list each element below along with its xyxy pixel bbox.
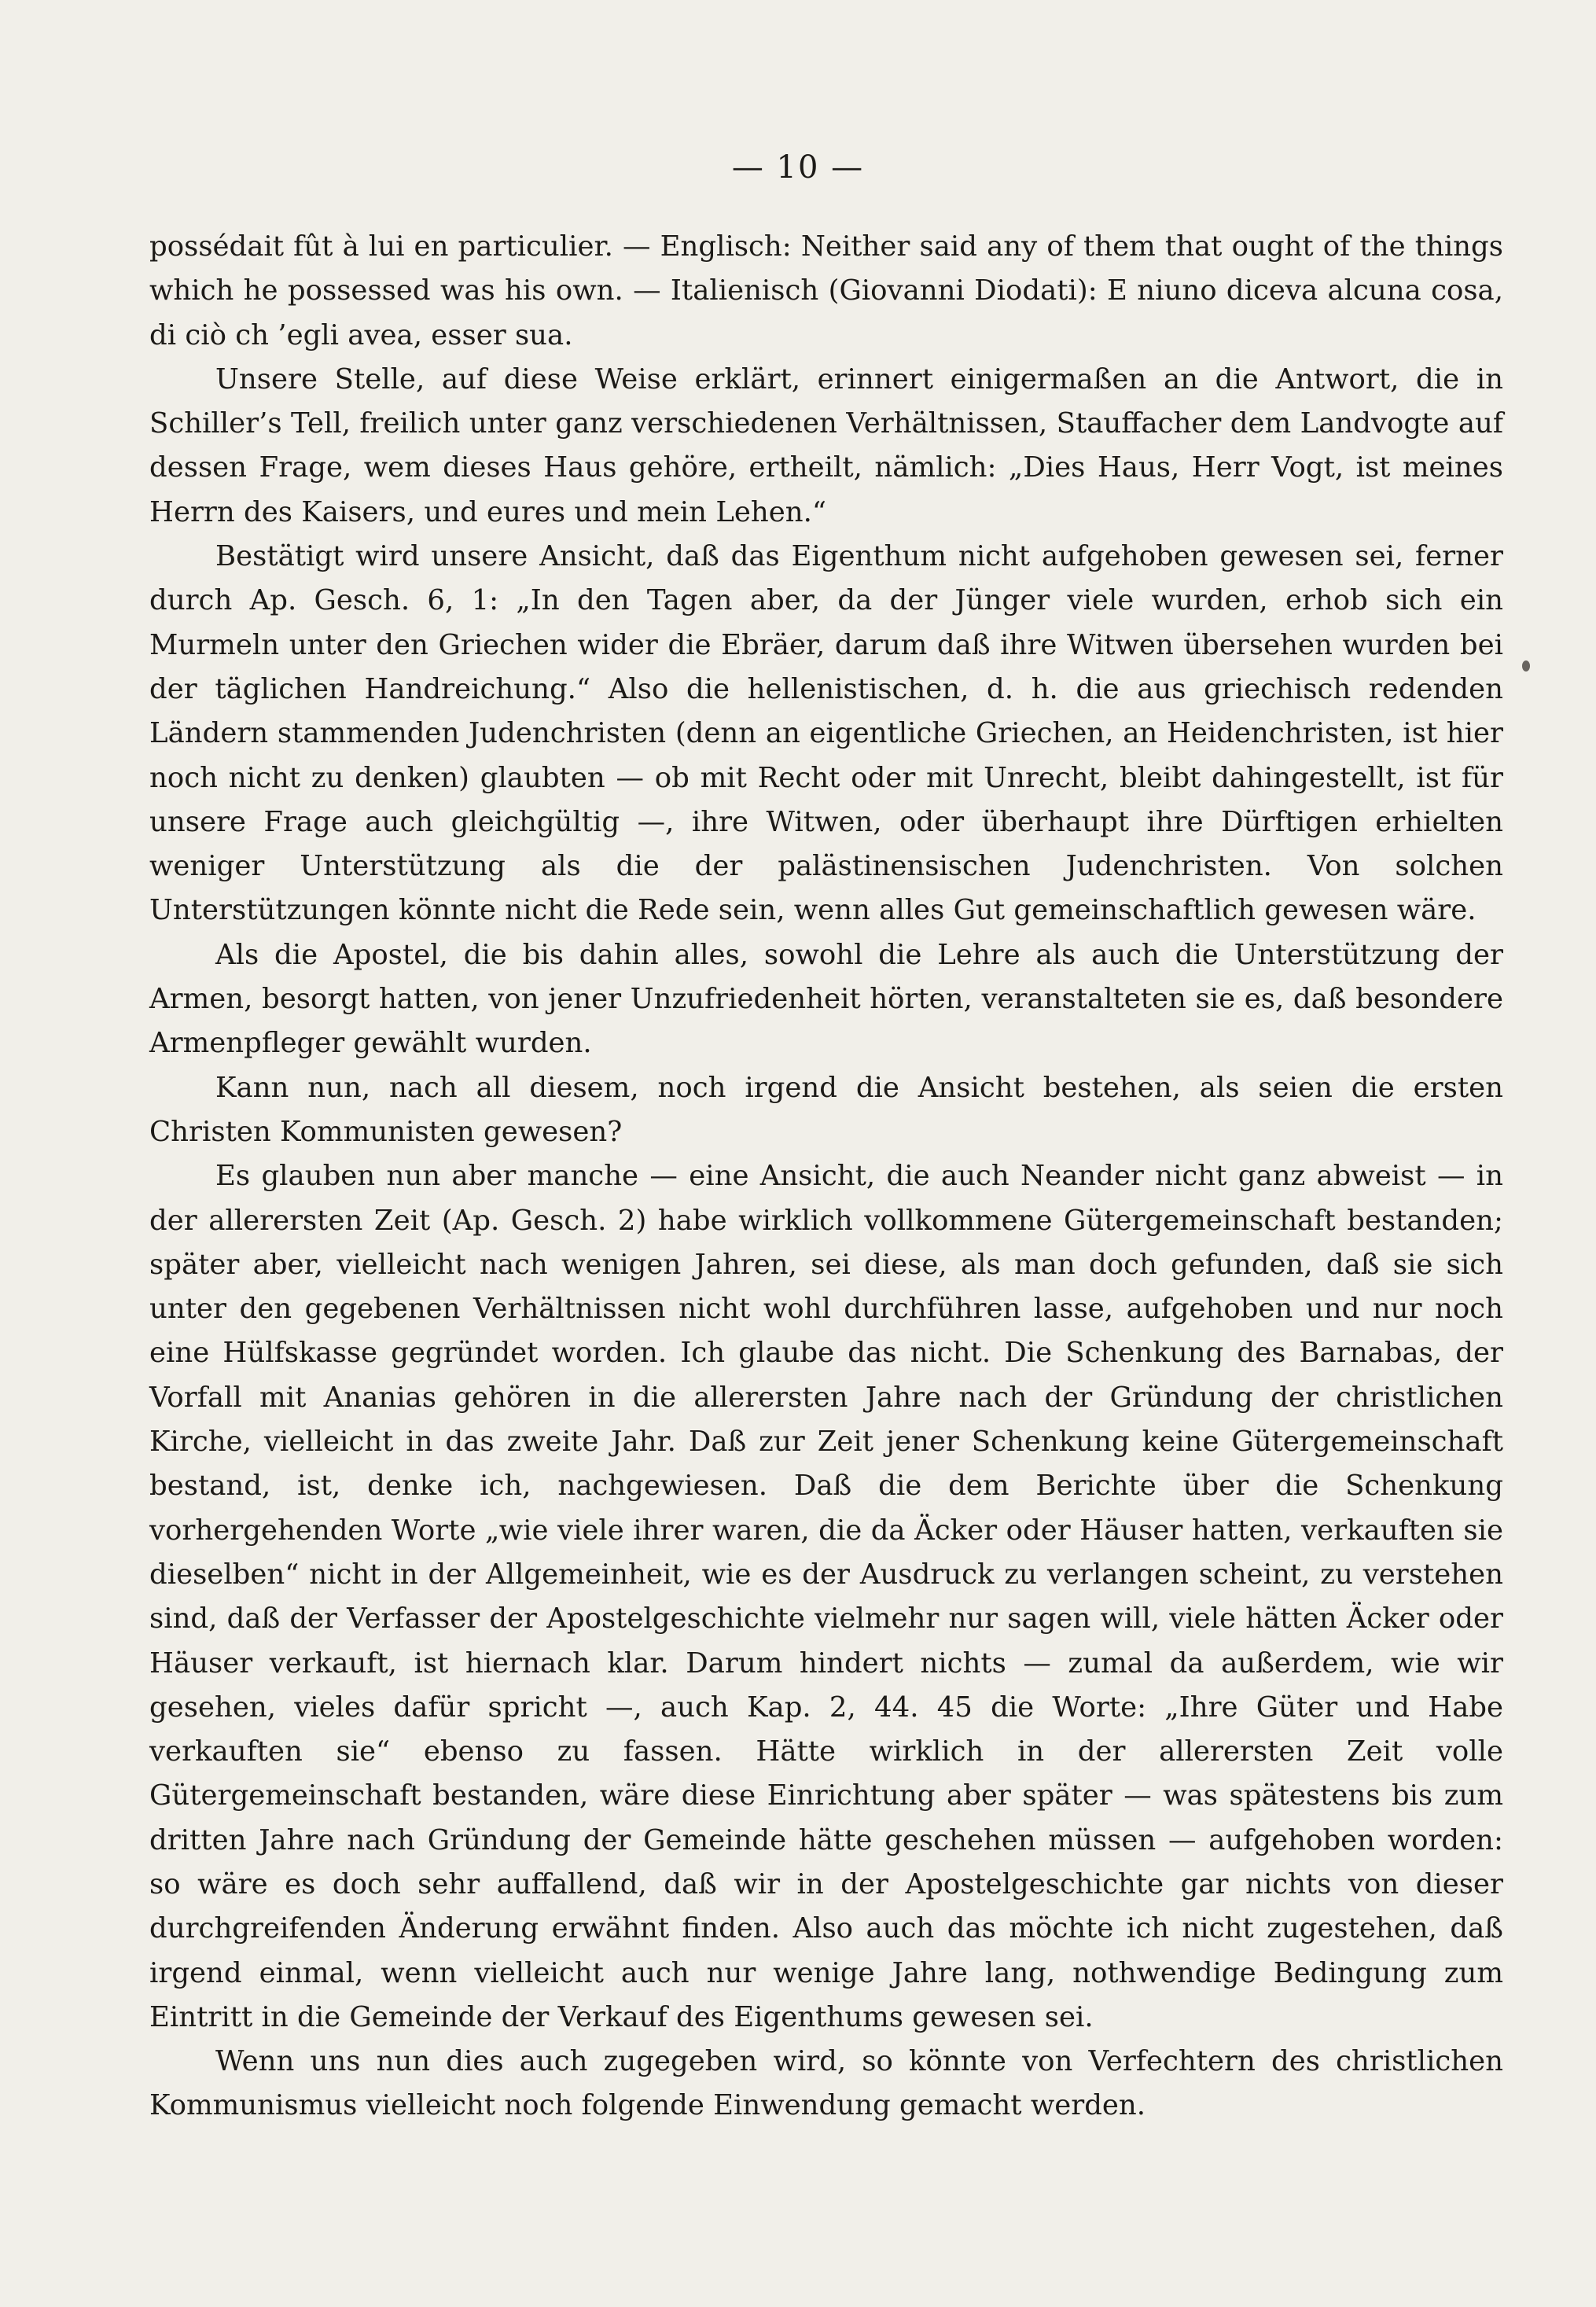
- paragraph-4: Als die Apostel, die bis dahin alles, sowohl die Lehre als auch die Unterstützung der Armen, besorgt hatten, von jener Unzufriedenheit hörten, veranstalteten sie es, daß besondere Armenpfleger gewählt wurden.: [149, 938, 1503, 1060]
- paragraph-6: Es glauben nun aber manche — eine Ansicht, die auch Neander nicht ganz abweist — in der allerersten Zeit (Ap. Gesch. 2) habe wirklich vollkommene Gütergemeinschaft bestanden; später aber, vielleicht nach wenigen Jahren, sei diese, als man doch gefunden, daß sie sich unter den gegebenen Verhältnissen nicht wohl durchführen lasse, aufgehoben und nur noch eine Hülfskasse gegründet worden. Ich glaube das nicht. Die Schenkung des Barnabas, der Vorfall mit Ananias gehören in die allerersten Jahre nach der Gründung der christlichen Kirche, vielleicht in das zweite Jahr. Daß zur Zeit jener Schenkung keine Gütergemeinschaft bestand, ist, denke ich, nachgewiesen. Daß die dem Berichte über die Schenkung vorhergehenden Worte „wie viele ihrer waren, die da Äcker oder Häuser hatten, verkauften sie dieselben“ nicht in der Allgemeinheit, wie es der Ausdruck zu verlangen scheint, zu verstehen sind, daß der Verfasser der Apostelgeschichte vielmehr nur sagen will, viele hätten Äcker oder Häuser verkauft, ist hiernach klar. Darum hindert nichts — zumal da außerdem, wie wir gesehen, vieles dafür spricht —, auch Kap. 2, 44. 45 die Worte: „Ihre Güter und Habe verkauften sie“ ebenso zu fassen. Hätte wirklich in der allerersten Zeit volle Gütergemeinschaft bestanden, wäre diese Einrichtung aber später — was spätestens bis zum dritten Jahre nach Gründung der Gemeinde hätte geschehen müssen — aufgehoben worden: so wäre es doch sehr auffallend, daß wir in der Apostelgeschichte gar nichts von dieser durchgreifenden Änderung erwähnt finden. Also auch das möchte ich nicht zugestehen, daß irgend einmal, wenn vielleicht auch nur wenige Jahre lang, nothwendige Bedingung zum Eintritt in die Gemeinde der Verkauf des Eigenthums gewesen sei.: [149, 1160, 1503, 2033]
- paragraph-1: possédait fût à lui en particulier. — Englisch: Neither said any of them that ought of the things which he possessed was his own. — Italienisch (Giovanni Diodati): E niuno diceva alcuna cosa, di ciò ch ’egli avea, esser sua.: [149, 230, 1503, 351]
- ink-spot: [1522, 660, 1530, 671]
- paragraph-2: Unsere Stelle, auf diese Weise erklärt, erinnert einigermaßen an die Antwort, die in Schiller’s Tell, freilich unter ganz verschiedenen Verhältnissen, Stauffacher dem Landvogte auf dessen Frage, wem dieses Haus gehöre, ertheilt, nämlich: „Dies Haus, Herr Vogt, ist meines Herrn des Kaisers, und eures und mein Lehen.“: [149, 362, 1503, 528]
- paragraph-7: Wenn uns nun dies auch zugegeben wird, so könnte von Verfechtern des christlichen Kommunismus vielleicht noch folgende Einwendung gemacht werden.: [149, 2045, 1503, 2122]
- body-text: [149, 225, 1503, 2129]
- paragraph-3: Bestätigt wird unsere Ansicht, daß das Eigenthum nicht aufgehoben gewesen sei, ferner durch Ap. Gesch. 6, 1: „In den Tagen aber, da der Jünger viele wurden, erhob sich ein Murmeln unter den Griechen wider die Ebräer, darum daß ihre Witwen übersehen wurden bei der täglichen Handreichung.“ Also die hellenistischen, d. h. die aus griechisch redenden Ländern stammenden Judenchristen (denn an eigentliche Griechen, an Heidenchristen, ist hier noch nicht zu denken) glaubten — ob mit Recht oder mit Unrecht, bleibt dahingestellt, ist für unsere Frage auch gleichgültig —, ihre Witwen, oder überhaupt ihre Dürftigen erhielten weniger Unterstützung als die der palästinensischen Judenchristen. Von solchen Unterstützungen könnte nicht die Rede sein, wenn alles Gut gemeinschaftlich gewesen wäre.: [149, 540, 1503, 927]
- page-number: — 10 —: [731, 149, 865, 186]
- paragraph-5: Kann nun, nach all diesem, noch irgend die Ansicht bestehen, als seien die ersten Christen Kommunisten gewesen?: [149, 1071, 1503, 1148]
